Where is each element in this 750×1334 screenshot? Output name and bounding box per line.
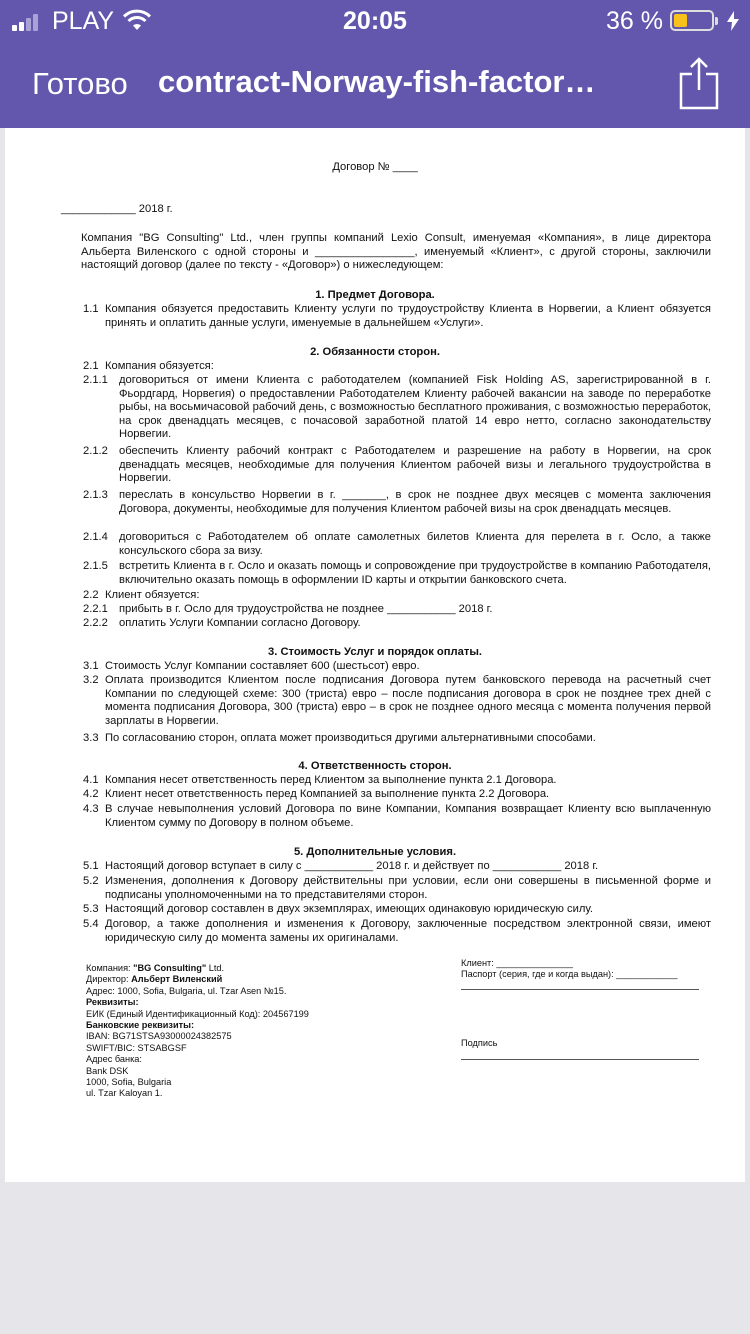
- done-button[interactable]: Готово: [32, 66, 128, 101]
- battery-icon: [670, 10, 714, 31]
- clause-text: Клиент несет ответственность перед Компанией за выполнение пункта 2.2 Договора.: [105, 788, 550, 800]
- clause-number: 3.1: [83, 660, 99, 672]
- passport-line: [461, 989, 699, 990]
- clause-text: Клиент обязуется:: [105, 589, 200, 601]
- client-requisites: [461, 958, 721, 1060]
- top-bar: [0, 0, 750, 128]
- clause-text: переслать в консульство Норвегии в г. _______, в срок не позднее двух месяцев с момента заключения Договора, документы, необходимые для получения Клиентом рабочей визы на срок двенадцать месяцев.: [119, 489, 711, 515]
- contract-title: Договор № ____: [332, 161, 418, 173]
- clause-number: 2.2.2: [83, 617, 108, 629]
- clause-text: Настоящий договор составлен в двух экземплярах, имеющих одинаковую юридическую силу.: [105, 903, 593, 915]
- director-label: Директор:: [86, 974, 132, 985]
- clause-number: 2.1.1: [83, 374, 108, 386]
- client-label: Клиент: _______________: [461, 958, 573, 968]
- share-icon[interactable]: [678, 56, 720, 110]
- clause-number: 2.2: [83, 589, 99, 601]
- pdf-page[interactable]: [5, 128, 745, 1182]
- clause-number: 2.1.5: [83, 560, 108, 572]
- clause-number: 5.3: [83, 903, 99, 915]
- clause: [83, 875, 711, 902]
- document-title: contract-Norway-fish-factor…: [158, 64, 596, 99]
- clause-number: 3.3: [83, 732, 99, 744]
- bank-name: Bank DSK: [86, 1065, 129, 1076]
- company-label: Компания:: [86, 963, 134, 973]
- bank-address-label: Адрес банка:: [86, 1054, 142, 1065]
- clause-number: 2.2.1: [83, 603, 108, 615]
- bank-city: 1000, Sofia, Bulgaria: [86, 1077, 172, 1088]
- clause: [83, 788, 711, 802]
- clause-text: встретить Клиента в г. Осло и оказать помощь и сопровождение при трудоустройстве в компанию Работодателя, включительно оказать помощь в оформлении ID карты и открытии банковского счета.: [119, 560, 711, 586]
- company-suffix: Ltd.: [206, 963, 225, 973]
- company-name: "BG Consulting": [133, 963, 207, 973]
- clause: [83, 603, 711, 617]
- section-heading: 4. Ответственность сторон.: [298, 760, 452, 772]
- clause-text: Оплата производится Клиентом после подписания Договора путем банковского перевода на расчетный счет Компании по следующей схеме: 300 (триста) евро – после подписания договора в срок не позднее трех дней с момента подписания Договора, 300 (триста) евро – в срок не позднее одного месяца с момента получения первой зарплаты в Норвегии.: [105, 674, 711, 727]
- contract-date: ____________ 2018 г.: [61, 203, 173, 215]
- clause-text: Компания обязуется:: [105, 360, 214, 372]
- section-heading: 1. Предмет Договора.: [315, 289, 435, 301]
- clause: [83, 860, 711, 874]
- passport-label: Паспорт (серия, где и когда выдан): ____________: [461, 969, 678, 980]
- company-address: Адрес: 1000, Sofia, Bulgaria, ul. Tzar Asen №15.: [86, 985, 287, 996]
- bank-heading: Банковские реквизиты:: [86, 1020, 195, 1031]
- charging-bolt-icon: [726, 11, 740, 31]
- clause-text: По согласованию сторон, оплата может производиться другими альтернативными способами.: [105, 732, 596, 744]
- carrier-name: PLAY: [52, 7, 115, 35]
- company-line: [86, 963, 386, 974]
- navigation-bar: [0, 56, 750, 116]
- clause-text: оплатить Услуги Компании согласно Договору.: [119, 617, 361, 629]
- clause-text: Настоящий договор вступает в силу с ___________ 2018 г. и действует по ___________ 2018 г.: [105, 860, 599, 872]
- status-bar: [0, 0, 750, 42]
- clause: [83, 374, 711, 442]
- clause: [83, 589, 711, 603]
- clause-number: 2.1: [83, 360, 99, 372]
- iban: IBAN: BG71STSA93000024382575: [86, 1031, 232, 1042]
- clause: [83, 617, 711, 631]
- clause-number: 4.1: [83, 774, 99, 786]
- contract-document: [5, 128, 745, 1182]
- director-name: Альберт Виленский: [131, 974, 223, 985]
- clause-text: Компания обязуется предоставить Клиенту услуги по трудоустройству Клиента в Норвегии, а Клиент обязуется принять и оплатить данные услуги, именуемые в дальнейшем «Услуги».: [105, 303, 711, 329]
- clause-text: Стоимость Услуг Компании составляет 600 (шестьсот) евро.: [105, 660, 420, 672]
- battery-percent: 36 %: [606, 7, 663, 35]
- clock: 20:05: [343, 7, 407, 35]
- requisites-heading: Реквизиты:: [86, 997, 139, 1008]
- section-heading: 5. Дополнительные условия.: [293, 846, 457, 858]
- clause-number: 5.4: [83, 918, 99, 930]
- clause-text: Изменения, дополнения к Договору действительны при условии, если они совершены в письменной форме и подписаны уполномоченными на то представителями сторон.: [105, 875, 711, 901]
- signature-line: [461, 1059, 699, 1060]
- clause-text: прибыть в г. Осло для трудоустройства не позднее ___________ 2018 г.: [119, 603, 493, 615]
- clause: [83, 445, 711, 486]
- company-requisites: [86, 963, 386, 1100]
- clause-number: 1.1: [83, 303, 99, 315]
- clause: [83, 360, 711, 374]
- section-heading: 3. Стоимость Услуг и порядок оплаты.: [268, 646, 482, 658]
- director-line: [86, 974, 386, 985]
- clause-number: 2.1.4: [83, 531, 108, 543]
- section-heading: 2. Обязанности сторон.: [310, 346, 440, 358]
- clause-number: 4.3: [83, 803, 99, 815]
- contract-intro: Компания "BG Consulting" Ltd., член группы компаний Lexio Consult, именуемая «Компания», в лице директора Альберта Виленского с одной стороны и ________________, именуемый «Клиент», с другой стороны, заключили настоящий договор (далее по тексту - «Договор») о нижеследующем:: [81, 232, 711, 272]
- clause: [83, 560, 711, 587]
- eik-code: ЕИК (Единый Идентификационный Код): 204567199: [86, 1008, 309, 1019]
- clause-text: договориться с Работодателем об оплате самолетных билетов Клиента для перелета в г. Осло, а также консульского сбора за визу.: [119, 531, 711, 557]
- clause: [83, 803, 711, 830]
- clause-text: обеспечить Клиенту рабочий контракт с Работодателем и разрешение на работу в Норвегии, на срок двенадцать месяцев, необходимые для получения Клиентом рабочей визы и легального трудоустройства в Норвегии.: [119, 445, 711, 485]
- clause: [83, 531, 711, 558]
- clause: [83, 674, 711, 728]
- clause: [83, 303, 711, 330]
- battery-level-fill: [674, 14, 687, 27]
- clause: [83, 660, 711, 674]
- clause-number: 2.1.2: [83, 445, 108, 457]
- clause-text: Договор, а также дополнения и изменения к Договору, заключенные посредством электронной связи, имеют юридическую силу до момента замены их оригиналами.: [105, 918, 711, 944]
- clause-text: В случае невыполнения условий Договора по вине Компании, Компания возвращает Клиенту всю выплаченную Клиентом сумму по Договору в полном объеме.: [105, 803, 711, 829]
- bank-street: ul. Tzar Kaloyan 1.: [86, 1088, 163, 1099]
- clause: [83, 732, 711, 746]
- clause: [83, 903, 711, 917]
- clause: [83, 918, 711, 945]
- clause-number: 5.1: [83, 860, 99, 872]
- clause-number: 4.2: [83, 788, 99, 800]
- signature-label: Подпись: [461, 1037, 498, 1048]
- clause-text: договориться от имени Клиента с работодателем (компанией Fisk Holding AS, зарегистрированной в г. Фьордгард, Норвегия) о предоставлении Работодателем Клиенту рабочей вакансии на заводе по переработке рыбы, на восьмичасовой рабочий день, с возможностью бесплатного проживания, с возможностью переработок, на срок двенадцать месяцев, с почасовой заработной платой 14 евро нетто, согласно законодательству Норвегии.: [119, 374, 711, 441]
- clause: [83, 489, 711, 516]
- clause-number: 3.2: [83, 674, 99, 686]
- clause-number: 5.2: [83, 875, 99, 887]
- clause-text: Компания несет ответственность перед Клиентом за выполнение пункта 2.1 Договора.: [105, 774, 557, 786]
- clause: [83, 774, 711, 788]
- swift-code: SWIFT/BIC: STSABGSF: [86, 1042, 187, 1053]
- clause-number: 2.1.3: [83, 489, 108, 501]
